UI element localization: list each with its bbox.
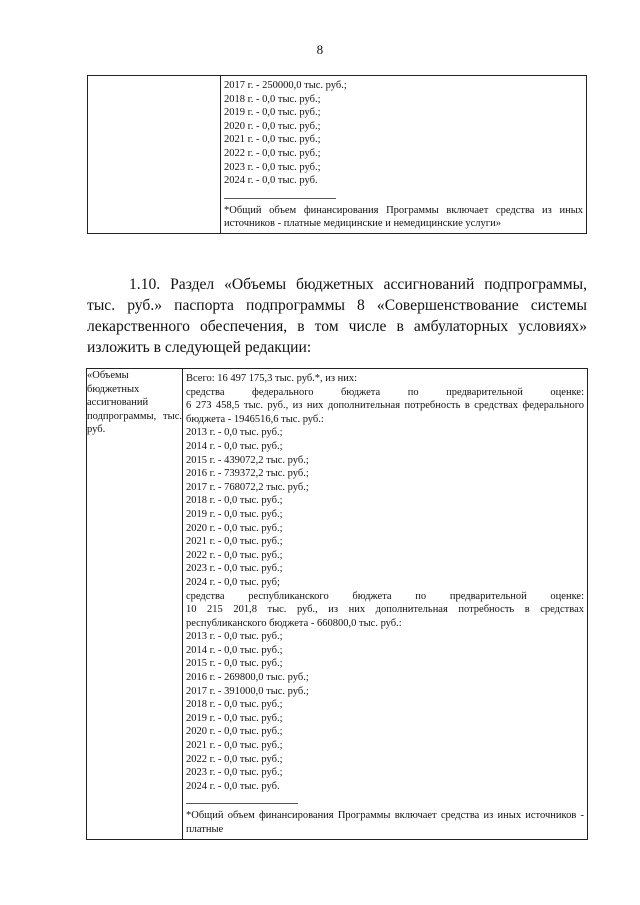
year-line: 2018 г. - 0,0 тыс. руб.; (224, 93, 321, 105)
republican-year-line: 2022 г. - 0,0 тыс. руб.; (186, 753, 283, 765)
footnote-divider (224, 198, 336, 199)
republican-year-line: 2014 г. - 0,0 тыс. руб.; (186, 644, 283, 656)
year-line: 2024 г. - 0,0 тыс. руб. (224, 175, 318, 187)
section-paragraph: 1.10. Раздел «Объемы бюджетных ассигнований подпрограммы, тыс. руб.» паспорта подпрограммы 8 «Совершенствование системы лекарственного обеспечения, в том числе в амбулаторных условиях» изложить в следующей редакции: (87, 276, 587, 356)
federal-year-line: 2021 г. - 0,0 тыс. руб.; (186, 536, 283, 548)
page-number: 8 (316, 42, 324, 57)
row-label: «Объемы бюджетных ассигнований подпрограммы, тыс. руб. (87, 369, 183, 840)
federal-year-line: 2013 г. - 0,0 тыс. руб.; (186, 427, 283, 439)
year-line: 2022 г. - 0,0 тыс. руб.; (224, 147, 321, 159)
footnote-divider (186, 803, 298, 804)
republican-year-line: 2017 г. - 391000,0 тыс. руб.; (186, 685, 309, 697)
federal-detail: 6 273 458,5 тыс. руб., из них дополнительная потребность в средствах федерального бюджета - 1946516,6 тыс. руб.: (186, 400, 584, 425)
year-line: 2019 г. - 0,0 тыс. руб.; (224, 107, 321, 119)
table1-right-cell (221, 76, 587, 234)
federal-year-line: 2020 г. - 0,0 тыс. руб.; (186, 522, 283, 534)
year-line: 2021 г. - 0,0 тыс. руб.; (224, 134, 321, 146)
republican-year-line: 2015 г. - 0,0 тыс. руб.; (186, 658, 283, 670)
federal-year-line: 2015 г. - 439072,2 тыс. руб.; (186, 454, 309, 466)
year-line: 2020 г. - 0,0 тыс. руб.; (224, 120, 321, 132)
federal-year-line: 2023 г. - 0,0 тыс. руб.; (186, 563, 283, 575)
republican-year-line: 2023 г. - 0,0 тыс. руб.; (186, 767, 283, 779)
federal-year-line: 2024 г. - 0,0 тыс. руб; (186, 576, 280, 588)
year-line: 2023 г. - 0,0 тыс. руб.; (224, 161, 321, 173)
federal-year-line: 2019 г. - 0,0 тыс. руб.; (186, 508, 283, 520)
federal-year-line: 2022 г. - 0,0 тыс. руб.; (186, 549, 283, 561)
republican-year-line: 2021 г. - 0,0 тыс. руб.; (186, 740, 283, 752)
federal-year-line: 2014 г. - 0,0 тыс. руб.; (186, 440, 283, 452)
footnote: *Общий объем финансирования Программы включает средства из иных источников - платные (186, 810, 584, 835)
federal-year-line: 2018 г. - 0,0 тыс. руб.; (186, 495, 283, 507)
republican-year-line: 2013 г. - 0,0 тыс. руб.; (186, 631, 283, 643)
federal-year-line: 2016 г. - 739372,2 тыс. руб.; (186, 468, 309, 480)
federal-intro: средства федерального бюджета по предварительной оценке: (186, 386, 584, 398)
republican-year-line: 2019 г. - 0,0 тыс. руб.; (186, 712, 283, 724)
republican-intro: средства республиканского бюджета по предварительной оценке: (186, 590, 584, 602)
table1-left-cell (88, 76, 221, 234)
table2-right-cell (183, 369, 588, 840)
footnote: *Общий объем финансирования Программы включает средства из иных источников - платные медицинские и немедицинские услуги» (224, 204, 583, 230)
budget-allocations-table (86, 368, 588, 840)
republican-detail: 10 215 201,8 тыс. руб., из них дополнительная потребность в средствах республиканского бюджета - 660800,0 тыс. руб.: (186, 604, 584, 629)
republican-year-line: 2016 г. - 269800,0 тыс. руб.; (186, 672, 309, 684)
federal-year-line: 2017 г. - 768072,2 тыс. руб.; (186, 481, 309, 493)
republican-year-line: 2024 г. - 0,0 тыс. руб. (186, 780, 280, 792)
republican-year-line: 2018 г. - 0,0 тыс. руб.; (186, 699, 283, 711)
republican-year-line: 2020 г. - 0,0 тыс. руб.; (186, 726, 283, 738)
funding-table-continued (87, 75, 587, 234)
year-line: 2017 г. - 250000,0 тыс. руб.; (224, 80, 347, 91)
total-line: Всего: 16 497 175,3 тыс. руб.*, из них: (186, 373, 358, 384)
